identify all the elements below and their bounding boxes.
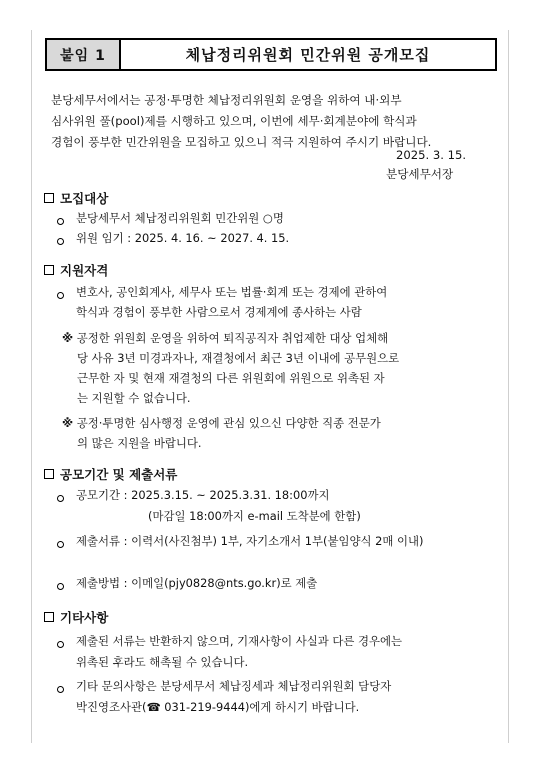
list-item: 변호사, 공인회계사, 세무사 또는 법률·회계 또는 경제에 관하여	[76, 285, 388, 299]
list-item-continuation: (마감일 18:00까지 e-mail 도착분에 한함)	[148, 509, 361, 523]
intro-line: 분당세무서에서는 공정·투명한 체납정리위원회 운영을 위하여 내·외부	[51, 93, 402, 107]
section-heading-qualifications	[44, 261, 108, 279]
circle-bullet-icon	[57, 686, 64, 693]
page-margin-left	[31, 30, 32, 743]
note-block	[62, 413, 381, 434]
attachment-tag: 붙임 1	[47, 40, 121, 69]
checkbox-square-icon	[44, 612, 54, 622]
circle-bullet-icon	[57, 292, 64, 299]
note-line: 근무한 자 및 현재 재결청의 다른 위원회에 위원으로 위촉된 자	[77, 371, 385, 385]
list-item: 위원 임기 : 2025. 4. 16. ~ 2027. 4. 15.	[76, 231, 290, 245]
list-item: 분당세무서 체납정리위원회 민간위원 ○명	[76, 211, 284, 225]
checkbox-square-icon	[44, 469, 54, 479]
section-heading-label: 지원자격	[60, 263, 109, 278]
list-item: 제출방법 : 이메일(pjy0828@nts.go.kr)로 제출	[76, 576, 318, 590]
checkbox-square-icon	[44, 265, 54, 275]
page-margin-right	[508, 30, 509, 743]
list-item-continuation: 박진영조사관(☎ 031-219-9444)에게 하시기 바랍니다.	[76, 700, 360, 714]
list-item: 기타 문의사항은 분당세무서 체납징세과 체납정리위원회 담당자	[76, 679, 392, 693]
checkbox-square-icon	[44, 193, 54, 203]
intro-paragraph	[51, 90, 488, 153]
intro-line: 경험이 풍부한 민간위원을 모집하고 있으니 적극 지원하여 주시기 바랍니다.	[51, 135, 432, 149]
list-item: 제출서류 : 이력서(사진첨부) 1부, 자기소개서 1부(붙임양식 2매 이내)	[76, 534, 424, 548]
note-line: 는 지원할 수 없습니다.	[77, 391, 191, 405]
document-date: 2025. 3. 15.	[396, 148, 467, 162]
circle-bullet-icon	[57, 495, 64, 502]
section-heading-label: 공모기간 및 제출서류	[60, 467, 178, 482]
intro-line: 심사위원 풀(pool)제를 시행하고 있으며, 이번에 세무·회계분야에 학식과	[51, 114, 417, 128]
note-block	[62, 328, 388, 349]
section-heading-label: 모집대상	[60, 191, 109, 206]
circle-bullet-icon	[57, 641, 64, 648]
circle-bullet-icon	[57, 541, 64, 548]
circle-bullet-icon	[57, 583, 64, 590]
list-item-continuation: 학식과 경험이 풍부한 사람으로서 경제계에 종사하는 사람	[76, 305, 362, 319]
circle-bullet-icon	[57, 238, 64, 245]
section-heading-label: 기타사항	[60, 610, 109, 625]
circle-bullet-icon	[57, 218, 64, 225]
note-mark: ※	[62, 416, 74, 430]
note-line: 당 사유 3년 미경과자나, 재결청에서 최근 3년 이내에 공무원으로	[77, 351, 400, 365]
note-line: 공정·투명한 심사행정 운영에 관심 있으신 다양한 직종 전문가	[76, 416, 381, 430]
document-header	[45, 38, 497, 71]
list-item-continuation: 위촉된 후라도 해촉될 수 있습니다.	[76, 655, 249, 669]
list-item: 제출된 서류는 반환하지 않으며, 기재사항이 사실과 다른 경우에는	[76, 634, 403, 648]
signer-name: 분당세무서장	[386, 167, 454, 181]
section-heading-period-documents	[44, 465, 177, 483]
page-title: 체납정리위원회 민간위원 공개모집	[185, 46, 431, 64]
note-line: 의 많은 지원을 바랍니다.	[77, 436, 202, 450]
section-heading-eligibility-target	[44, 189, 108, 207]
section-heading-other	[44, 608, 108, 626]
note-mark: ※	[62, 331, 74, 345]
note-line: 공정한 위원회 운영을 위하여 퇴직공직자 취업제한 대상 업체해	[76, 331, 389, 345]
list-item: 공모기간 : 2025.3.15. ~ 2025.3.31. 18:00까지	[76, 488, 330, 502]
